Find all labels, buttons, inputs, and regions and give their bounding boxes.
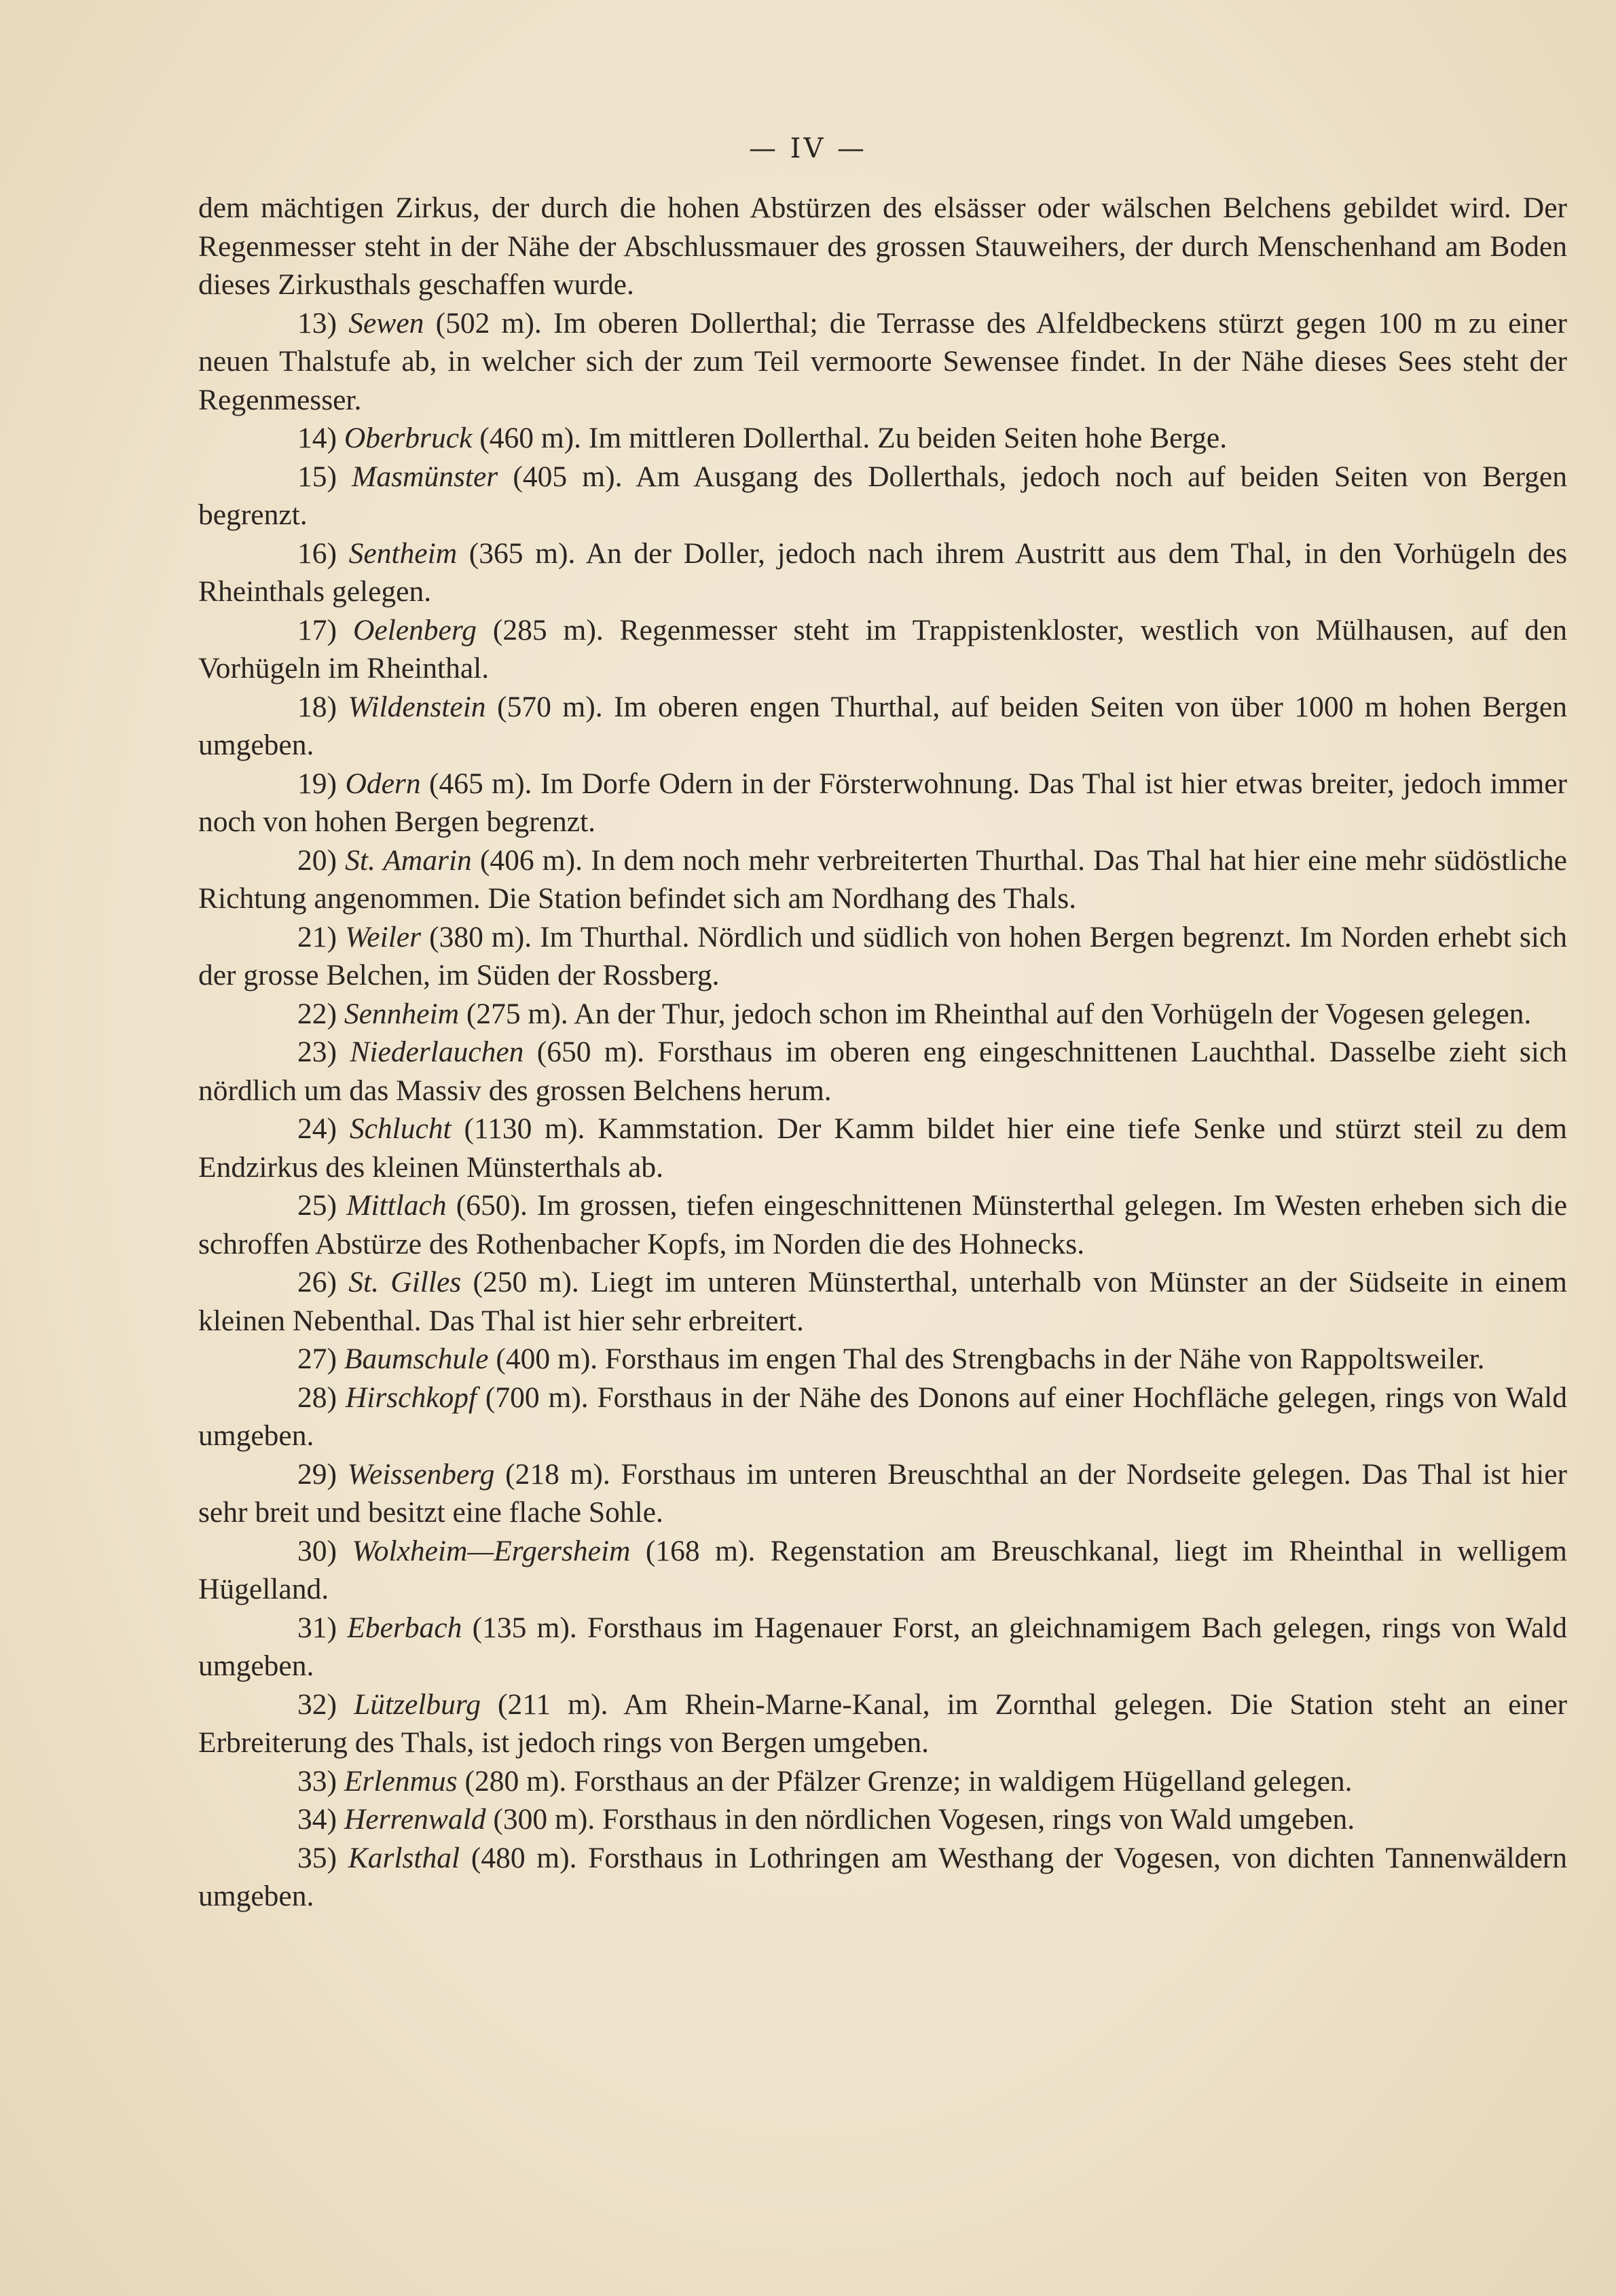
station-name: Niederlauchen [350, 1036, 524, 1068]
station-name: Weiler [345, 920, 422, 953]
entry-number: 14) [297, 422, 337, 454]
station-description: (300 m). Forsthaus in den nördlichen Vogesen, rings von Wald umgeben. [485, 1803, 1355, 1836]
station-name: Oberbruck [344, 422, 473, 454]
station-name: Eberbach [347, 1611, 462, 1644]
station-description: (380 m). Im Thurthal. Nördlich und südlich von hohen Bergen begrenzt. Im Norden erhebt sich der grosse Belchen, im Süden der Rossberg. [198, 920, 1567, 991]
station-entry [198, 304, 1567, 420]
station-description: (502 m). Im oberen Dollerthal; die Terrasse des Alfeldbeckens stürzt gegen 100 m zu einer neuen Thalstufe ab, in welcher sich der zum Teil vermoorte Sewensee findet. In der Nähe dieses Sees steht der Regenmesser. [198, 306, 1568, 416]
entry-number: 18) [297, 690, 337, 723]
entry-number: 31) [297, 1611, 337, 1644]
entry-number: 21) [297, 920, 337, 953]
station-entry [198, 419, 1567, 458]
station-entry [198, 1762, 1567, 1801]
station-description: (700 m). Forsthaus in der Nähe des Donons auf einer Hochfläche gelegen, rings von Wald umgeben. [198, 1381, 1568, 1452]
station-entry [198, 1340, 1567, 1379]
station-entry [198, 1800, 1567, 1839]
station-name: Sewen [348, 306, 424, 340]
station-entry [198, 1379, 1567, 1455]
station-description: (218 m). Forsthaus im unteren Breuschthal an der Nordseite gelegen. Das Thal ist hier sehr breit und besitzt eine flache Sohle. [198, 1457, 1567, 1529]
station-entry [198, 1532, 1567, 1609]
station-name: Erlenmus [344, 1764, 458, 1798]
entry-number: 19) [297, 767, 337, 800]
entry-number: 23) [297, 1036, 337, 1068]
station-description: (285 m). Regenmesser steht im Trappistenkloster, westlich von Mülhausen, auf den Vorhügeln im Rheinthal. [198, 613, 1568, 685]
station-name: Odern [345, 767, 421, 800]
entry-number: 24) [297, 1112, 337, 1145]
station-entry [198, 765, 1567, 841]
entry-number: 29) [297, 1457, 337, 1491]
station-name: Wildenstein [348, 690, 486, 723]
station-entry [198, 995, 1567, 1034]
station-entry [198, 918, 1567, 995]
station-description: (135 m). Forsthaus im Hagenauer Forst, an gleichnamigem Bach gelegen, rings von Wald umgeben. [198, 1611, 1568, 1682]
station-description: (465 m). Im Dorfe Odern in der Försterwohnung. Das Thal ist hier etwas breiter, jedoch immer noch von hohen Bergen begrenzt. [198, 767, 1567, 838]
entry-number: 33) [297, 1764, 337, 1798]
station-description: (400 m). Forsthaus im engen Thal des Strengbachs in der Nähe von Rappoltsweiler. [488, 1343, 1485, 1375]
station-entry [198, 611, 1567, 688]
station-name: St. Amarin [345, 843, 472, 877]
entry-number: 25) [297, 1189, 337, 1222]
station-entry [198, 534, 1567, 611]
entry-number: 28) [297, 1381, 337, 1414]
station-description: (405 m). Am Ausgang des Dollerthals, jedoch noch auf beiden Seiten von Bergen begrenzt. [198, 460, 1567, 531]
station-name: Sennheim [344, 997, 459, 1030]
station-description: (275 m). An der Thur, jedoch schon im Rheinthal auf den Vorhügeln der Vogesen gelegen. [459, 997, 1532, 1030]
station-name: Schlucht [349, 1112, 452, 1145]
station-description: (650). Im grossen, tiefen eingeschnittenen Münsterthal gelegen. Im Westen erheben sich die schroffen Abstürze des Rothenbacher Kopfs, im Norden die des Hohnecks. [198, 1189, 1568, 1260]
station-description: (365 m). An der Doller, jedoch nach ihrem Austritt aus dem Thal, in den Vorhügeln des Rheinthals gelegen. [198, 536, 1568, 608]
station-description: (1130 m). Kammstation. Der Kamm bildet hier eine tiefe Senke und stürzt steil zu dem Endzirkus des kleinen Münsterthals ab. [198, 1112, 1567, 1184]
station-name: Karlsthal [348, 1841, 460, 1874]
station-name: St. Gilles [348, 1266, 462, 1298]
entry-number: 22) [297, 997, 337, 1030]
station-description: (168 m). Regenstation am Breuschkanal, liegt im Rheinthal in welligem Hügelland. [198, 1534, 1567, 1605]
station-description: (280 m). Forsthaus an der Pfälzer Grenze; in waldigem Hügelland gelegen. [457, 1764, 1353, 1798]
entry-number: 35) [297, 1841, 337, 1874]
body-text [198, 189, 1567, 1916]
station-entry [198, 1609, 1567, 1685]
station-description: (650 m). Forsthaus im oberen eng eingeschnittenen Lauchthal. Dasselbe zieht sich nördlich um das Massiv des grossen Belchens herum. [198, 1036, 1568, 1107]
station-name: Masmünster [352, 460, 498, 493]
station-name: Wolxheim—Ergersheim [352, 1534, 631, 1567]
entry-number: 27) [297, 1343, 337, 1375]
station-description: (211 m). Am Rhein-Marne-Kanal, im Zornthal gelegen. Die Station steht an einer Erbreiterung des Thals, ist jedoch rings von Bergen umgeben. [198, 1688, 1568, 1759]
entry-number: 32) [297, 1688, 337, 1721]
station-description: (250 m). Liegt im unteren Münsterthal, unterhalb von Münster an der Südseite in einem kleinen Nebenthal. Das Thal ist hier sehr erbreitert. [198, 1266, 1567, 1337]
station-entry [198, 1455, 1567, 1532]
entry-number: 26) [297, 1266, 337, 1298]
station-entry [198, 688, 1567, 765]
station-name: Oelenberg [352, 613, 477, 646]
station-entry [198, 1263, 1567, 1340]
entry-number: 20) [297, 843, 337, 877]
station-entry [198, 458, 1567, 534]
station-description: (460 m). Im mittleren Dollerthal. Zu beiden Seiten hohe Berge. [472, 422, 1228, 454]
station-name: Hirschkopf [345, 1381, 477, 1414]
entry-number: 16) [297, 536, 337, 570]
station-description: (480 m). Forsthaus in Lothringen am Westhang der Vogesen, von dichten Tannenwäldern umgeben. [198, 1841, 1567, 1912]
station-entry [198, 1685, 1567, 1762]
station-name: Herrenwald [344, 1803, 486, 1836]
station-list [198, 304, 1567, 1916]
entry-number: 17) [297, 613, 337, 646]
entry-number: 30) [297, 1534, 337, 1567]
station-description: (570 m). Im oberen engen Thurthal, auf beiden Seiten von über 1000 m hohen Bergen umgeben. [198, 690, 1567, 761]
station-entry [198, 841, 1567, 918]
intro-paragraph: dem mächtigen Zirkus, der durch die hohen Abstürzen des elsässer oder wälschen Belchens gebildet wird. Der Regenmesser steht in der Nähe der Abschlussmauer des grossen Stauweihers, der durch Menschenhand am Boden dieses Zirkusthals geschaffen wurde. [198, 192, 1567, 301]
station-name: Weissenberg [347, 1457, 495, 1491]
page-number: — IV — [748, 133, 868, 164]
station-name: Sentheim [348, 536, 458, 570]
station-name: Lützelburg [354, 1688, 481, 1721]
station-entry [198, 1033, 1567, 1110]
entry-number: 13) [297, 306, 337, 340]
entry-number: 15) [297, 460, 337, 493]
entry-number: 34) [297, 1803, 337, 1836]
station-entry [198, 1186, 1567, 1263]
station-description: (406 m). In dem noch mehr verbreiterten Thurthal. Das Thal hat hier eine mehr südöstliche Richtung angenommen. Die Station befindet sich am Nordhang des Thals. [198, 843, 1567, 915]
station-entry [198, 1839, 1567, 1916]
station-entry [198, 1110, 1567, 1186]
station-name: Baumschule [344, 1343, 489, 1375]
station-name: Mittlach [346, 1189, 447, 1222]
